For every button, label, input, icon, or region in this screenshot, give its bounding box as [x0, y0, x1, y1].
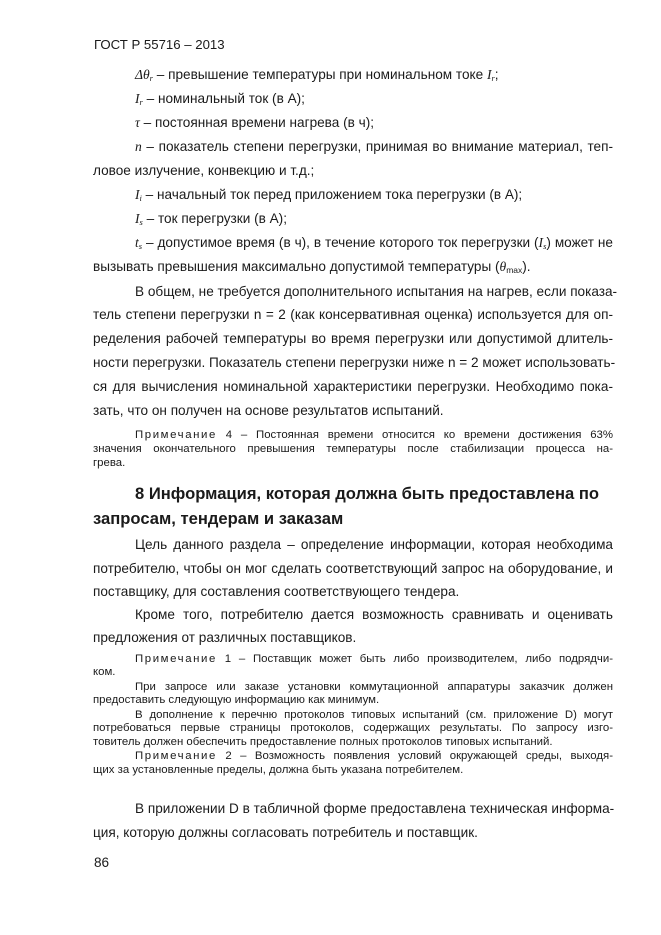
symbol-subscript: r [149, 73, 153, 83]
paragraph-line: тель степени перегрузки n = 2 (как консервативная оценка) используется для оп- [93, 307, 613, 322]
symbol-subscript: s [138, 241, 143, 251]
note-4-line: значения окончательного превышения температуры после стабилизации процесса на- [93, 443, 613, 455]
symbol-subscript: i [139, 193, 142, 203]
note-2 [135, 749, 613, 763]
paragraph-line: потребителю, чтобы он мог сделать соответствующий запрос на оборудование, и [93, 561, 613, 576]
definition-text: – номинальный ток (в А); [142, 91, 305, 106]
definition-n-line1 [135, 139, 613, 155]
definition-text: – начальный ток перед приложением тока перегрузки (в А); [141, 187, 523, 202]
small-paragraph-line: потребоваться первые страницы протоколов, содержащих результаты. По запросу изго- [93, 722, 613, 734]
definition-text: – допустимое время (в ч), в течение которого ток перегрузки ( [142, 235, 539, 250]
page-number: 86 [94, 855, 110, 870]
paragraph-line: ция, которую должны согласовать потребитель и поставщик. [93, 825, 478, 840]
symbol-subscript: s [543, 241, 547, 251]
definition-ii [135, 187, 522, 203]
definition-text: – ток перегрузки (в А); [142, 211, 287, 226]
symbol-subscript: s [139, 217, 143, 227]
small-paragraph-line: При запросе или заказе установки коммутационной аппаратуры заказчик должен [135, 681, 613, 693]
paragraph-line: ности перегрузки. Показатель степени перегрузки ниже n = 2 может использовать- [93, 355, 616, 370]
document-header: ГОСТ Р 55716 – 2013 [94, 37, 225, 52]
note-label: Примечание [135, 750, 217, 762]
note-label: Примечание [135, 653, 217, 665]
small-paragraph-line: В дополнение к перечню протоколов типовых испытаний (см. приложение D) могут [135, 709, 613, 721]
paragraph-line: В общем, не требуется дополнительного испытания на нагрев, если показа- [135, 284, 618, 299]
definition-delta-theta [135, 67, 499, 83]
definition-n-line2: ловое излучение, конвекцию и т.д.; [93, 163, 315, 178]
paragraph-line: ределения рабочей температуры во время перегрузки или допустимой длитель- [93, 331, 613, 346]
symbol: t [135, 235, 139, 250]
symbol: Δθ [135, 67, 150, 82]
paragraph-line: предложения от различных поставщиков. [93, 630, 357, 645]
paragraph-line: поставщику, для составления соответствующего тендера. [93, 584, 460, 599]
symbol-subscript: max [506, 265, 523, 275]
symbol: I [135, 91, 140, 106]
note-2-line: щих за установленные пределы, должна быть указана потребителем. [93, 764, 464, 776]
symbol: I [538, 235, 544, 250]
symbol-subscript: r [139, 97, 143, 107]
definition-text: вызывать превышения максимально допустимой температуры ( [93, 259, 500, 274]
small-paragraph-line: предоставить следующую информацию как минимум. [93, 694, 380, 706]
paragraph-line: зать, что он получен на основе результатов испытаний. [93, 403, 444, 418]
definition-text: – превышение температуры при номинальном токе [152, 67, 487, 82]
note-1 [135, 652, 613, 666]
definition-ir [135, 91, 305, 107]
note-label: Примечание [135, 429, 217, 441]
section-heading: запросам, тендерам и заказам [93, 509, 344, 528]
definition-text: ) может не [546, 235, 613, 250]
symbol: θ [499, 259, 507, 274]
definition-text: – постоянная времени нагрева (в ч); [139, 115, 375, 130]
note-text: 1 – Поставщик может быть либо производителем, либо подрядчи- [216, 653, 613, 665]
note-text: 2 – Возможность появления условий окружающей среды, выходя- [216, 750, 613, 762]
definition-text: – показатель степени перегрузки, принимая во внимание материал, теп- [141, 139, 613, 154]
note-text: 4 – Постоянная времени относится ко времени достижения 63% [216, 429, 613, 441]
section-heading: 8 Информация, которая должна быть предоставлена по [135, 484, 600, 503]
note-4-line: грева. [93, 457, 126, 469]
paragraph-line: Цель данного раздела – определение информации, которая необходима [135, 537, 613, 552]
paragraph-line: Кроме того, потребителю дается возможность сравнивать и оценивать [135, 607, 613, 622]
paragraph-line: В приложении D в табличной форме предоставлена техническая информа- [135, 801, 615, 816]
symbol: I [135, 211, 140, 226]
note-1-line: ком. [93, 666, 116, 678]
symbol: n [135, 139, 142, 154]
small-paragraph-line: товитель должен обеспечить предоставление полных протоколов типовых испытаний. [93, 736, 553, 748]
symbol: τ [135, 115, 140, 130]
definition-ts-line2 [93, 259, 531, 275]
symbol-subscript: r [491, 73, 495, 83]
definition-ts-line1 [135, 235, 613, 251]
definition-tau [135, 115, 374, 131]
note-4 [135, 428, 613, 442]
paragraph-line: ся для вычисления номинальной характеристики перегрузки. Необходимо пока- [93, 379, 613, 394]
definition-is [135, 211, 287, 227]
symbol: I [486, 67, 492, 82]
definition-text: ). [522, 259, 531, 274]
symbol: I [135, 187, 140, 202]
definition-text: ; [494, 67, 499, 82]
